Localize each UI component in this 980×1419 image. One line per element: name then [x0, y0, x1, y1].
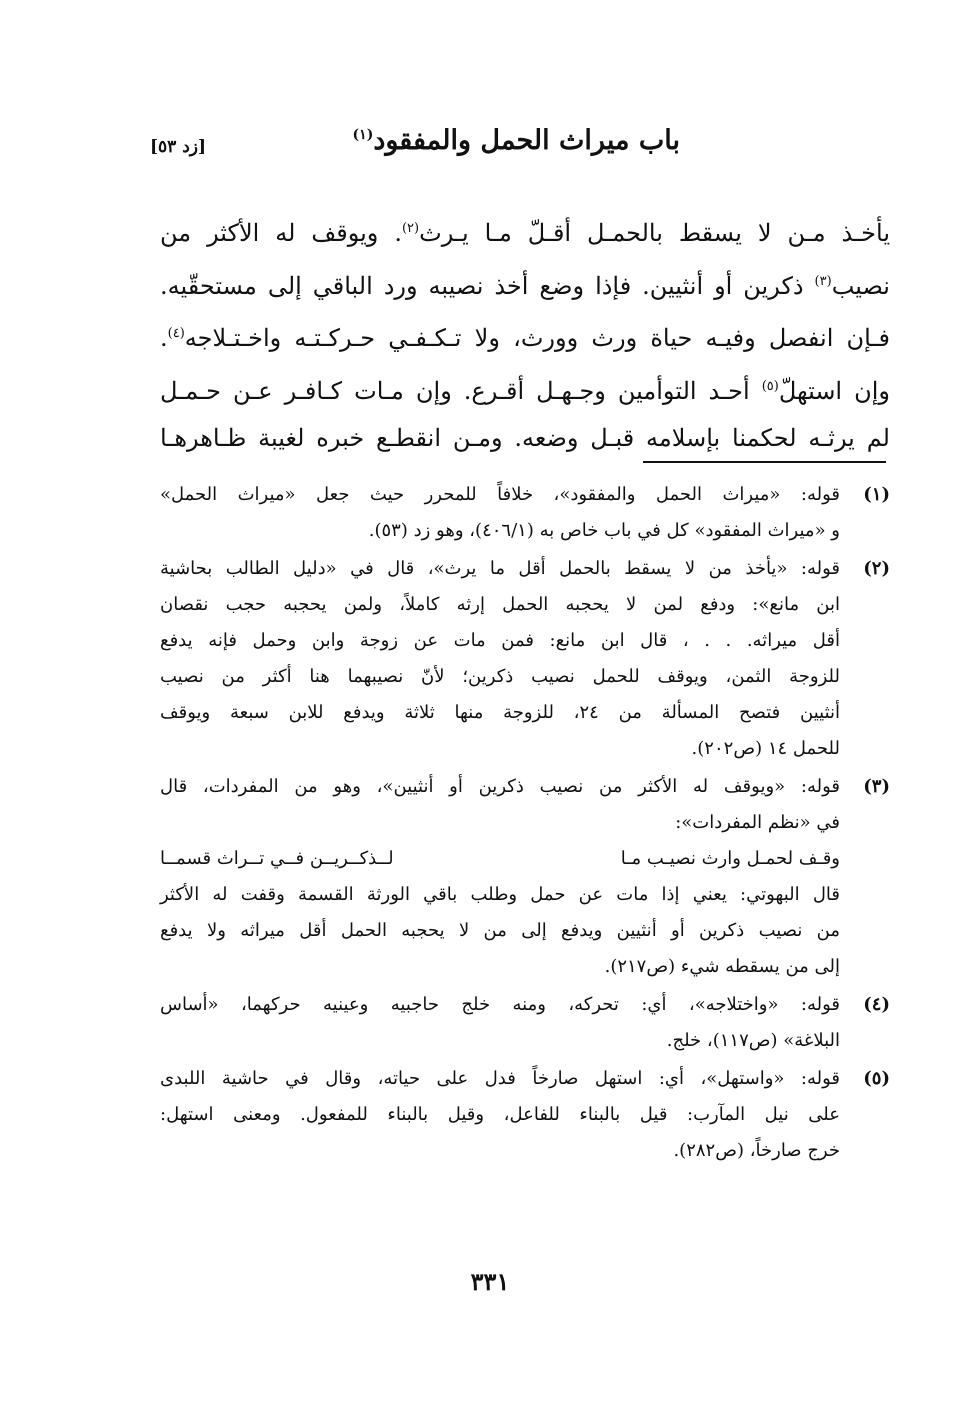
footnote-1 [160, 477, 890, 549]
footnote-number: (١) [863, 484, 890, 505]
footnote-line: في «نظم المفردات»: [675, 812, 840, 833]
footnotes [160, 477, 890, 1171]
footnote-line: على نيل المآرب: قيل بالبناء للفاعل، وقيل بالبناء للمفعول. ومعنى استهل: [160, 1104, 840, 1125]
footnote-line: أقل ميراثه. . . ، قال ابن مانع: فمن مات عن زوجة وابن وحمل فإنه يدفع [160, 630, 840, 651]
page-header [150, 125, 870, 175]
footnote-line: للحمل ١٤ (ص٢٠٢). [691, 738, 840, 759]
main-text-line [160, 415, 890, 463]
chapter-title-note: (١) [352, 127, 374, 143]
line-text-after: أحـد التوأمين وجـهـل أقـرع. وإن مـات كـافـر عـن حـمـل [160, 376, 762, 405]
line-text-after: . [160, 324, 168, 352]
line-text: لم يرثـه لحكمنا بإسلامه قبـل وضعه. ومـن انقطـع خبره لغيبة ظـاهرهـا [160, 424, 890, 452]
footnote-line: قوله: «واستهل»، أي: استهل صارخاً فدل على حياته، وقال في حاشية اللبدى [160, 1068, 840, 1089]
page-number: ٣٣١ [470, 1267, 510, 1296]
footnote-line: قوله: «ويوقف له الأكثر من نصيب ذكرين أو أنثيين»، وهو من المفردات، قال [160, 776, 840, 797]
footnote-line: أنثيين فتصح المسألة من ٢٤، للزوجة منها ثلاثة ويدفع للابن سبعة ويوقف [160, 702, 841, 723]
footnote-number: (٣) [863, 776, 890, 797]
line-text-after: ذكرين أو أنثيين. فإذا وضع أخذ نصيبه ورد الباقي إلى مستحقّيه. [160, 271, 815, 300]
footnote-line: البلاغة» (ص١١٧)، خلج. [666, 1030, 840, 1051]
footnote-line: إلى من يسقطه شيء (ص٢١٧). [604, 956, 840, 977]
footnote-marker: (٥) [761, 378, 779, 394]
footnote-line: ابن مانع»: ودفع لمن لا يحجبه الحمل إرثه كاملاً، ولمن يحجبه حجب نقصان [160, 594, 840, 615]
footnote-number: (٤) [863, 994, 890, 1015]
footnote-3 [160, 769, 890, 985]
line-text: فـإن انفصل وفيـه حياة ورث وورث، ولا تـكـفـي حـركـتـه واخـتـلاجه [184, 324, 890, 352]
verse-second-hemistich: لــذكــريــن فــي تــراث قسمــا [160, 848, 394, 869]
main-text [160, 205, 890, 463]
footnote-marker: (٢) [401, 221, 420, 236]
main-text-line [160, 258, 890, 311]
footnote-marker: (٣) [814, 273, 832, 289]
footnote-line: للزوجة الثمن، ويوقف للحمل نصيب ذكرين؛ لأنّ نصيبهما هنا أكثر من نصيب [160, 666, 840, 687]
footnote-5 [160, 1061, 890, 1169]
main-text-line [160, 363, 890, 416]
footnote-separator [643, 461, 886, 463]
footnote-line: خرج صارخاً، (ص٢٨٢). [673, 1140, 840, 1161]
line-text: نصيب [831, 271, 890, 300]
verse-first-hemistich: وقـف لحمـل وارث نصيـب مـا [620, 848, 840, 869]
footnote-line: قوله: «يأخذ من لا يسقط بالحمل أقل ما يرث»، قال في «دليل الطالب بحاشية [160, 558, 840, 579]
line-text-after: . ويوقف له الأكثر من [160, 219, 402, 247]
line-text: يأخـذ مـن لا يسقط بالحمـل أقـلّ مـا يـرث [419, 219, 891, 247]
main-text-line [160, 310, 890, 363]
chapter-title-text: باب ميراث الحمل والمفقود [373, 125, 680, 156]
footnote-2 [160, 551, 890, 767]
poem-verse [160, 841, 840, 877]
footnote-line: و «ميراث المفقود» كل في باب خاص به (٤٠٦/١)، وهو زد (٥٣). [368, 520, 840, 541]
footnote-line: قوله: «واختلاجه»، أي: تحركه، ومنه خلج حاجبيه وعينيه حركهما، «أساس [160, 994, 840, 1015]
footnote-number: (٥) [863, 1068, 890, 1089]
footnote-marker: (٤) [167, 326, 185, 341]
source-reference: [زد ٥٣] [150, 137, 207, 157]
footnote-line: من نصيب ذكرين أو أنثيين ويدفع إلى من لا يحجبه الحمل أقل ميراثه ولا يدفع [160, 920, 840, 941]
footnote-4 [160, 987, 890, 1059]
footnote-line: قال البهوتي: يعني إذا مات عن حمل وطلب باقي الورثة القسمة وقفت له الأكثر [160, 884, 840, 905]
main-text-line [160, 205, 890, 258]
chapter-title [353, 125, 680, 156]
footnote-line: قوله: «ميراث الحمل والمفقود»، خلافاً للمحرر حيث جعل «ميراث الحمل» [160, 484, 840, 505]
line-text: وإن استهلّ [778, 376, 890, 405]
footnote-number: (٢) [863, 558, 890, 579]
